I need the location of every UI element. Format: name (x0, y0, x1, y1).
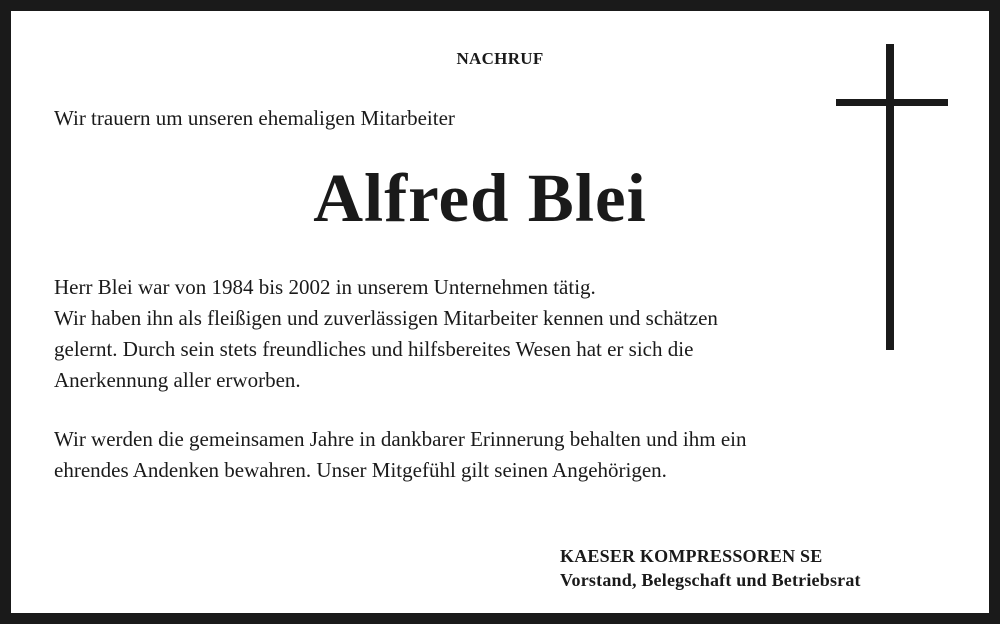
signatories: Vorstand, Belegschaft und Betriebsrat (560, 570, 861, 590)
paragraph-line: Wir werden die gemeinsamen Jahre in dankbarer Erinnerung behalten und ihm ein (54, 427, 747, 451)
paragraph-line: gelernt. Durch sein stets freundliches und hilfsbereites Wesen hat er sich die (54, 337, 694, 361)
deceased-name: Alfred Blei (313, 160, 647, 236)
paragraph-line: Anerkennung aller erworben. (54, 368, 301, 392)
company-name: KAESER KOMPRESSOREN SE (560, 546, 823, 566)
cross-vertical-bar (886, 44, 894, 350)
signature-block (560, 544, 861, 592)
tribute-paragraph (54, 272, 894, 396)
paragraph-line: ehrendes Andenken bewahren. Unser Mitgefühl gilt seinen Angehörigen. (54, 458, 667, 482)
condolence-paragraph (54, 424, 894, 486)
latin-cross-icon (836, 44, 948, 350)
paragraph-line: Wir haben ihn als fleißigen und zuverlässigen Mitarbeiter kennen und schätzen (54, 306, 718, 330)
intro-text: Wir trauern um unseren ehemaligen Mitarbeiter (54, 106, 455, 130)
paragraph-line: Herr Blei war von 1984 bis 2002 in unserem Unternehmen tätig. (54, 275, 596, 299)
cross-horizontal-bar (836, 99, 948, 106)
notice-heading: NACHRUF (456, 49, 544, 68)
